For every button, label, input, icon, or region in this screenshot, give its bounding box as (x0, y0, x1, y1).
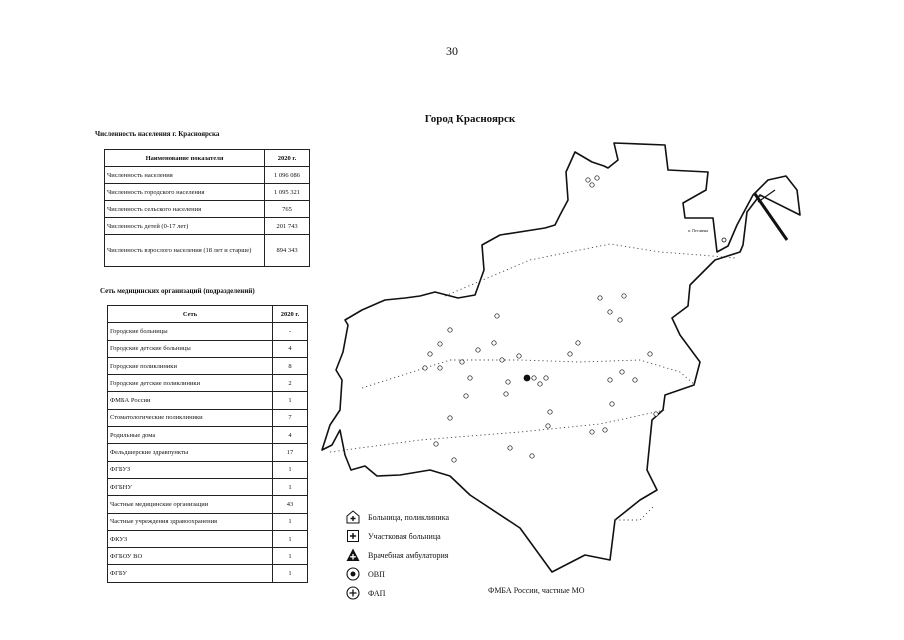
row-label: Численность взрослого населения (18 лет и старше) (105, 235, 265, 267)
table-row (105, 235, 310, 267)
table-row (108, 548, 308, 565)
table-row (108, 461, 308, 478)
district-hospital-icon (345, 528, 361, 544)
table-header-row (105, 150, 310, 167)
table-row (108, 427, 308, 444)
table-row (108, 444, 308, 461)
row-value: - (273, 323, 308, 340)
network-table (107, 305, 308, 583)
row-value: 2 (273, 375, 308, 392)
row-label: Городские детские больницы (108, 340, 273, 357)
row-value: 201 743 (265, 218, 310, 235)
column-header: 2020 г. (265, 150, 310, 167)
row-label: Частные медицинские организации (108, 496, 273, 513)
fap-icon (345, 585, 361, 601)
row-label: Стоматологические поликлиники (108, 409, 273, 426)
village-marker (722, 238, 726, 242)
table-row (108, 323, 308, 340)
row-value: 1 095 321 (265, 184, 310, 201)
table-row (108, 409, 308, 426)
row-value: 1 (273, 565, 308, 582)
row-value: 765 (265, 201, 310, 218)
network-caption: Сеть медицинских организаций (подразделений) (100, 287, 255, 295)
row-label: ФГБУЗ (108, 461, 273, 478)
row-value: 1 (273, 513, 308, 530)
legend-label: ОВП (368, 569, 385, 579)
village-label: п. Песчанка (688, 228, 709, 233)
row-label: Фельдшерские здравпункты (108, 444, 273, 461)
table-row (108, 513, 308, 530)
table-row (108, 392, 308, 409)
row-label: ФКУЗ (108, 530, 273, 547)
legend-item (345, 546, 448, 564)
row-value: 1 (273, 530, 308, 547)
row-label: Городские больницы (108, 323, 273, 340)
row-label: Численность городского населения (105, 184, 265, 201)
row-value: 43 (273, 496, 308, 513)
row-label: Родильные дома (108, 427, 273, 444)
row-value: 894 343 (265, 235, 310, 267)
row-value: 8 (273, 357, 308, 374)
legend-item (345, 527, 441, 545)
table-row (108, 478, 308, 495)
ovp-icon (345, 566, 361, 582)
row-label: ФГБНУ (108, 478, 273, 495)
row-value: 4 (273, 427, 308, 444)
row-label: ФМБА России (108, 392, 273, 409)
legend-label: Участковая больница (368, 531, 441, 541)
table-row (108, 565, 308, 582)
legend-label: Больница, поликлиника (368, 512, 450, 522)
legend-item (345, 584, 385, 602)
table-row (108, 375, 308, 392)
column-header: 2020 г. (273, 306, 308, 323)
fmba-marker (524, 375, 531, 382)
page-number: 30 (446, 44, 458, 58)
row-label: Частные учреждения здравоохранения (108, 513, 273, 530)
legend-label: ФАП (368, 588, 386, 598)
row-label: Численность населения (105, 167, 265, 184)
fmba-private-label: ФМБА России, частные МО (488, 586, 585, 595)
row-label: Численность сельского населения (105, 201, 265, 218)
table-row (105, 218, 310, 235)
row-value: 17 (273, 444, 308, 461)
row-value: 1 (273, 478, 308, 495)
legend-label: Врачебная амбулатория (368, 550, 449, 560)
row-label: Городские поликлиники (108, 357, 273, 374)
column-header: Наименование показателя (105, 150, 265, 167)
row-label: ФГБОУ ВО (108, 548, 273, 565)
column-header: Сеть (108, 306, 273, 323)
hospital-polyclinic-icon (345, 509, 361, 525)
legend-item (345, 565, 385, 583)
population-caption: Численность населения г. Красноярска (95, 130, 220, 138)
row-value: 1 (273, 392, 308, 409)
row-value: 4 (273, 340, 308, 357)
table-header-row (108, 306, 308, 323)
row-label: ФГБУ (108, 565, 273, 582)
table-row (105, 167, 310, 184)
row-value: 7 (273, 409, 308, 426)
table-row (108, 357, 308, 374)
table-row (105, 184, 310, 201)
population-table (104, 149, 310, 267)
table-row (108, 530, 308, 547)
legend-item (345, 508, 449, 526)
row-value: 1 096 086 (265, 167, 310, 184)
medical-ambulatory-icon (345, 547, 361, 563)
row-value: 1 (273, 461, 308, 478)
page-title: Город Красноярск (424, 113, 516, 125)
table-row (108, 496, 308, 513)
table-row (108, 340, 308, 357)
row-label: Городские детские поликлиники (108, 375, 273, 392)
row-value: 1 (273, 548, 308, 565)
table-row (105, 201, 310, 218)
row-label: Численность детей (0-17 лет) (105, 218, 265, 235)
dotted-route (330, 244, 735, 520)
